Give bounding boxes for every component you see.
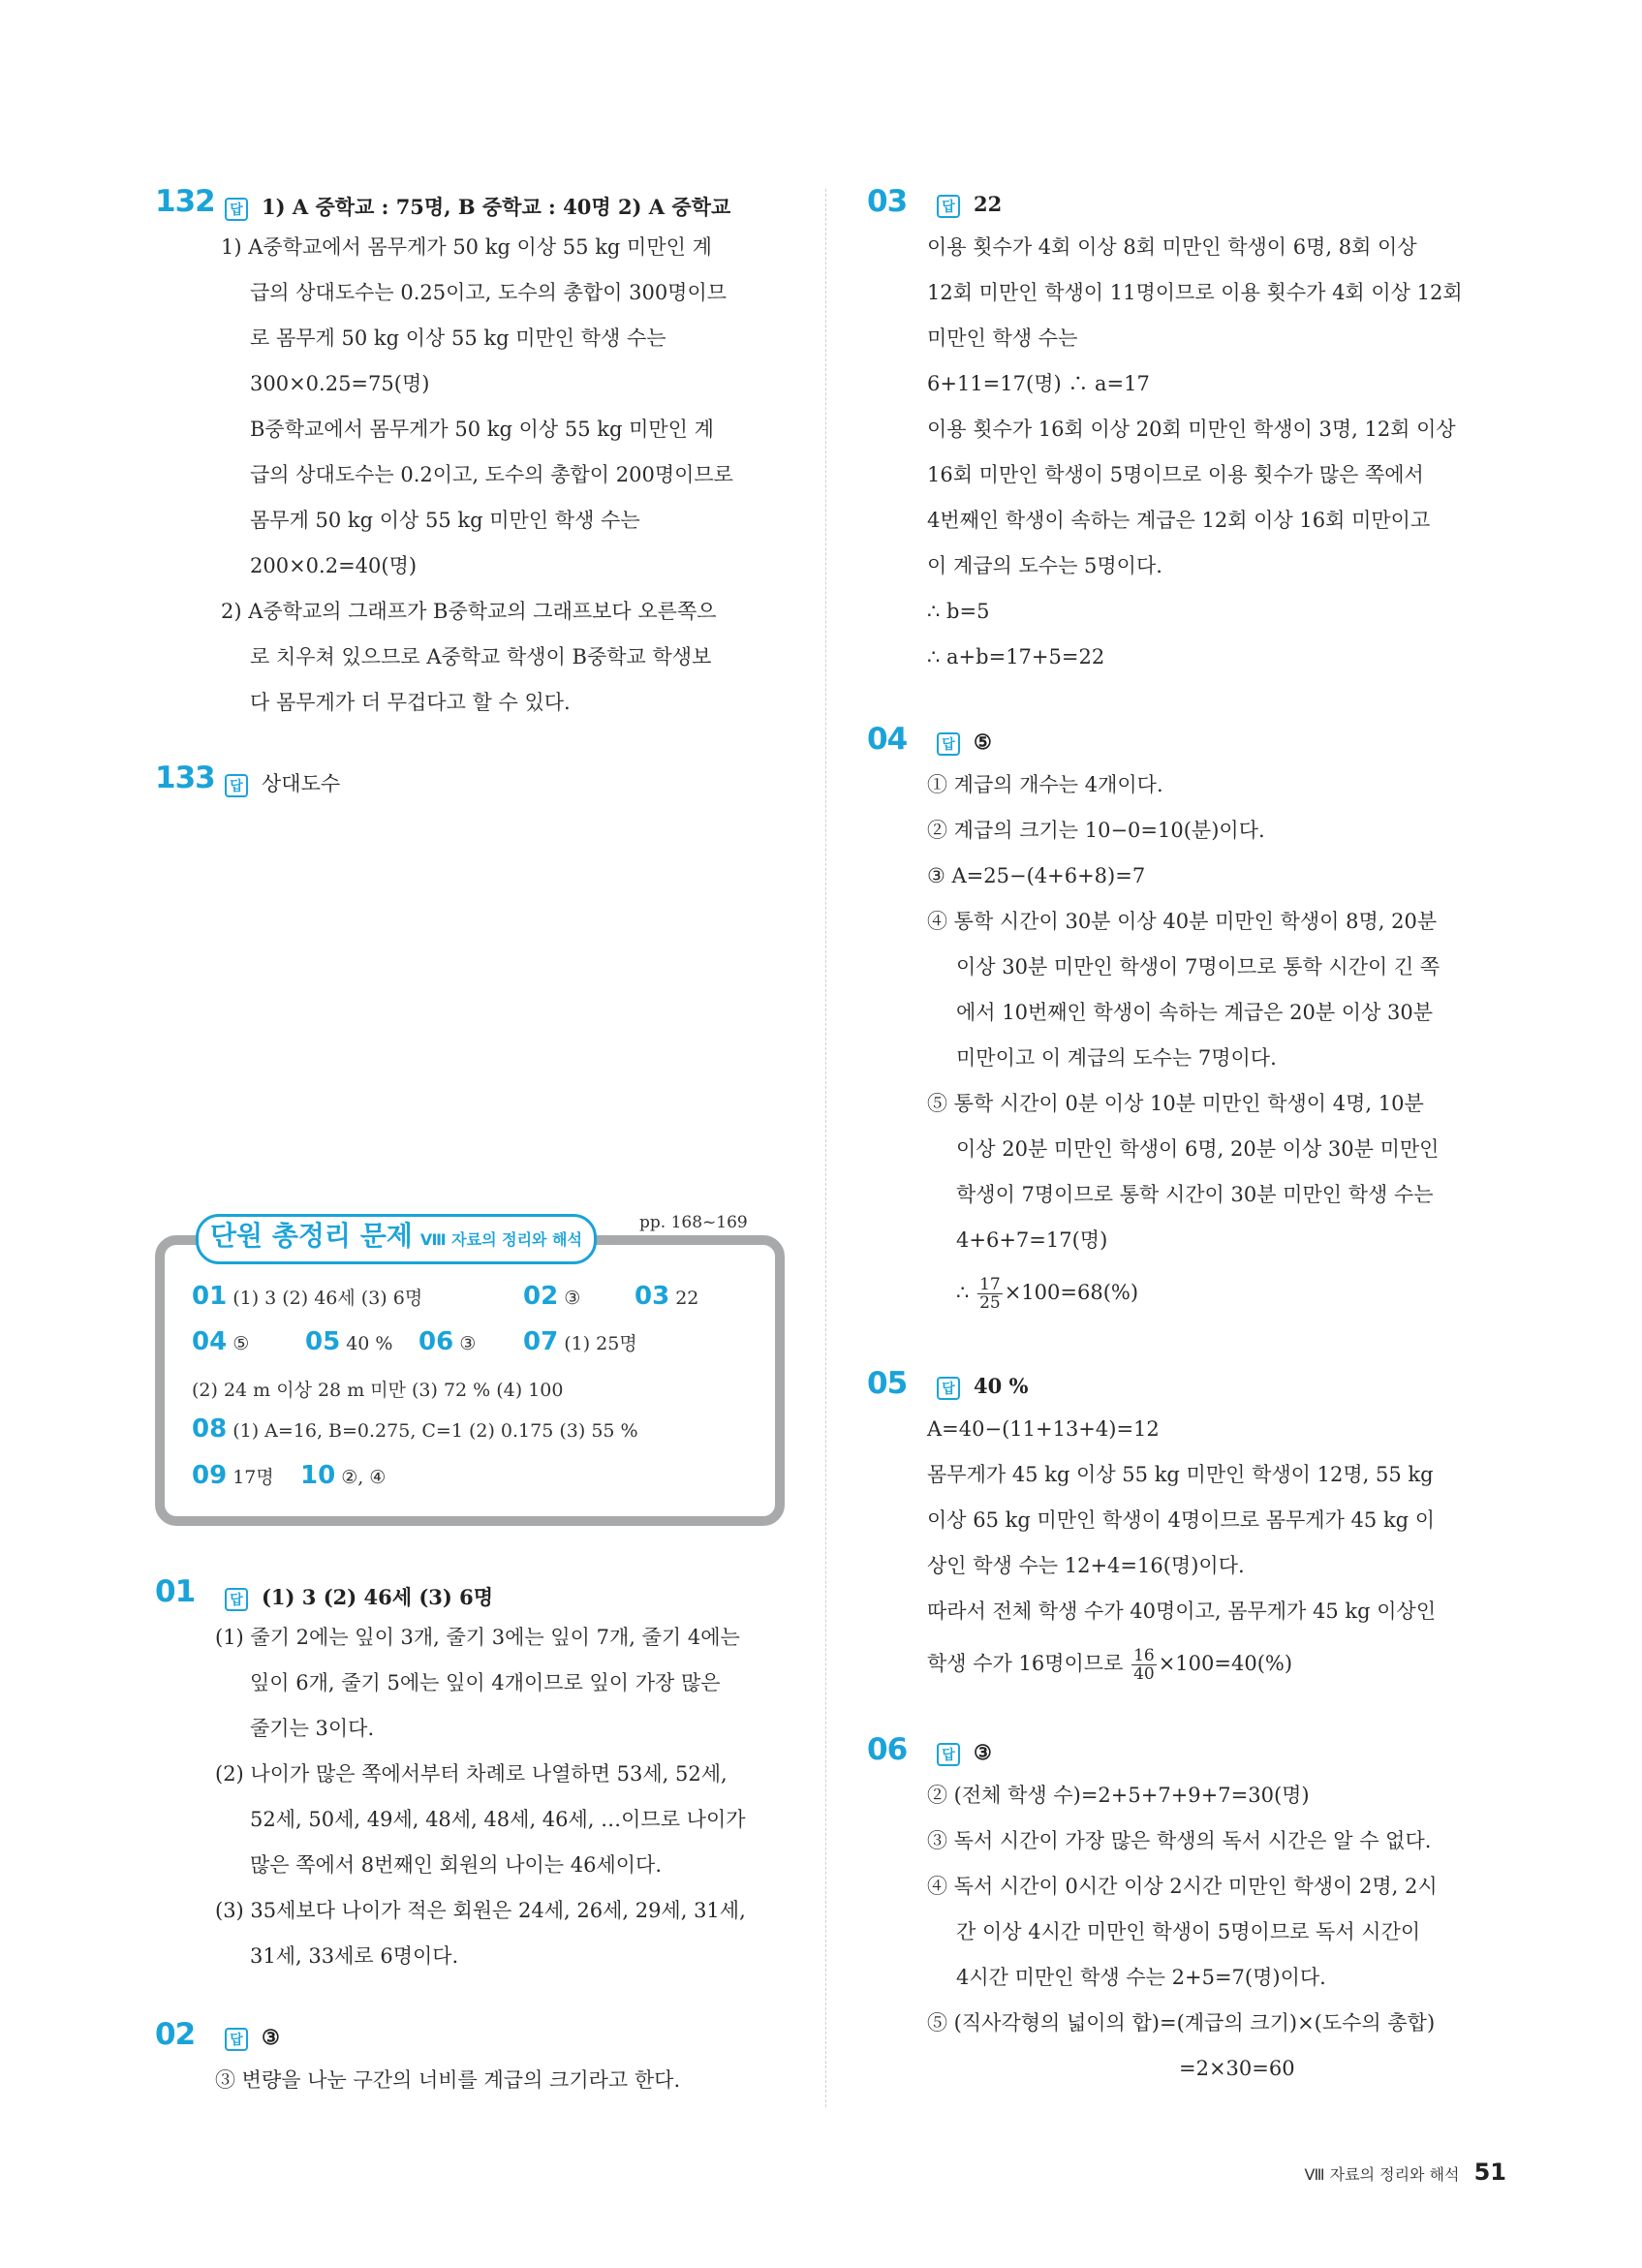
problem-number: 133 [155,761,215,795]
answer-text: 22 [974,192,1003,216]
answer-tag-icon: 답 [225,774,248,797]
solution-line: 이상 65 kg 미만인 학생이 4명이므로 몸무게가 45 kg 이 [927,1508,1436,1532]
summary-answer: ⑤ [232,1333,250,1354]
summary-item [192,1282,422,1311]
answer-line [225,1582,493,1611]
summary-item [192,1461,274,1490]
answer-tag-icon: 답 [937,1743,960,1766]
solution-line: 로 몸무게 50 kg 이상 55 kg 미만인 학생 수는 [250,326,666,350]
solution-line: 급의 상대도수는 0.25이고, 도수의 총합이 300명이므 [250,281,728,304]
summary-answer: ②, ④ [341,1467,387,1488]
summary-answer: 40 % [346,1333,393,1354]
summary-answer: ③ [459,1333,477,1354]
summary-title-text: 단원 총정리 문제 [210,1220,413,1252]
answer-text: 40 % [974,1374,1029,1398]
summary-answer: (1) 25명 [564,1333,637,1354]
answer-tag-icon: 답 [225,1588,248,1611]
solution-line: 이상 20분 미만인 학생이 6명, 20분 이상 30분 미만인 [956,1137,1440,1161]
summary-answer: (1) 3 (2) 46세 (3) 6명 [232,1288,423,1309]
solution-line: 52세, 50세, 49세, 48세, 48세, 46세, …이므로 나이가 [250,1808,746,1831]
problem-number: 03 [867,184,908,219]
solution-line: 학생이 7명이므로 통학 시간이 30분 미만인 학생 수는 [956,1183,1434,1206]
fraction-denominator: 25 [979,1293,1001,1313]
solution-line: 200×0.2=40(명) [250,554,418,577]
summary-item [300,1461,386,1490]
answer-tag-icon: 답 [937,1377,960,1400]
solution-line: ① 계급의 개수는 4개이다. [927,773,1163,796]
summary-item [305,1327,392,1356]
solution-fraction-line [927,1642,1292,1685]
solution-line: 로 치우쳐 있으므로 A중학교 학생이 B중학교 학생보 [250,645,712,668]
answer-line [225,768,340,797]
solution-line: 미만이고 이 계급의 도수는 7명이다. [956,1046,1277,1070]
summary-answer: 17명 [232,1467,274,1488]
answer-line [937,730,992,756]
answer-line [937,192,1002,218]
answer-text: ⑤ [974,730,992,754]
answer-text: ③ [262,2025,280,2049]
solution-line: ② (전체 학생 수)=2+5+7+9+7=30(명) [927,1784,1310,1807]
answer-tag-icon: 답 [225,2028,248,2051]
page-number: 51 [1473,2159,1506,2186]
summary-answer: 22 [675,1288,699,1309]
summary-answer: (1) A=16, B=0.275, C=1 (2) 0.175 (3) 55 % [232,1420,638,1442]
solution-line: 급의 상대도수는 0.2이고, 도수의 총합이 200명이므로 [250,463,733,486]
solution-line: 16회 미만인 학생이 5명이므로 이용 횟수가 많은 쪽에서 [927,463,1424,486]
solution-line: ∴ a+b=17+5=22 [927,645,1105,668]
summary-pages: pp. 168~169 [639,1213,748,1232]
summary-item [192,1414,638,1444]
solution-line: 잎이 6개, 줄기 5에는 잎이 4개이므로 잎이 가장 많은 [250,1671,721,1694]
solution-line: 300×0.25=75(명) [250,372,430,395]
solution-line: 이상 30분 미만인 학생이 7명이므로 통학 시간이 긴 쪽 [956,955,1441,979]
solution-line: ③ A=25−(4+6+8)=7 [927,864,1146,887]
solution-line: 따라서 전체 학생 수가 40명이고, 몸무게가 45 kg 이상인 [927,1600,1437,1623]
summary-number: 03 [635,1282,670,1311]
problem-number: 132 [155,184,215,219]
solution-line: 6+11=17(명) ∴ a=17 [927,372,1150,395]
summary-item [523,1327,637,1356]
fraction-numerator: 16 [1133,1646,1155,1665]
solution-line: 에서 10번째인 학생이 속하는 계급은 20분 이상 30분 [956,1001,1434,1024]
fraction-prefix: ∴ [956,1281,970,1304]
solution-line: ③ 변량을 나눈 구간의 너비를 계급의 크기라고 한다. [215,2068,681,2092]
solution-line: ⑤ 통학 시간이 0분 이상 10분 미만인 학생이 4명, 10분 [927,1092,1424,1115]
answer-text: ③ [974,1740,992,1764]
solution-line: 많은 쪽에서 8번째인 회원의 나이는 46세이다. [250,1853,662,1877]
summary-number: 09 [192,1461,228,1490]
solution-line: 이용 횟수가 4회 이상 8회 미만인 학생이 6명, 8회 이상 [927,235,1417,259]
summary-number: 01 [192,1282,228,1311]
fraction-suffix: ×100=68(%) [1004,1281,1139,1304]
problem-number: 02 [155,2017,196,2052]
solution-line: 31세, 33세로 6명이다. [250,1944,459,1968]
solution-line: ④ 통학 시간이 30분 이상 40분 미만인 학생이 8명, 20분 [927,910,1438,933]
solution-line: (1) 줄기 2에는 잎이 3개, 줄기 3에는 잎이 7개, 줄기 4에는 [215,1626,740,1649]
summary-item [192,1327,249,1356]
solution-line: =2×30=60 [1179,2057,1295,2080]
solution-fraction-line [956,1271,1138,1314]
problem-number: 06 [867,1732,908,1767]
summary-number: 02 [523,1282,559,1311]
solution-line: 다 몸무게가 더 무겁다고 할 수 있다. [250,691,571,714]
solution-line: 간 이상 4시간 미만인 학생이 5명이므로 독서 시간이 [956,1920,1421,1943]
answer-line [937,1374,1029,1400]
summary-item [418,1327,476,1356]
solution-line: 미만인 학생 수는 [927,326,1078,350]
solution-line: B중학교에서 몸무게가 50 kg 이상 55 kg 미만인 계 [250,418,714,441]
fraction [1131,1647,1157,1683]
solution-line: 4시간 미만인 학생 수는 2+5=7(명)이다. [956,1966,1326,1989]
solution-line: 2) A중학교의 그래프가 B중학교의 그래프보다 오른쪽으 [221,600,717,623]
solution-line: 이용 횟수가 16회 이상 20회 미만인 학생이 3명, 12회 이상 [927,418,1456,441]
solution-line: (3) 35세보다 나이가 적은 회원은 24세, 26세, 29세, 31세, [215,1899,746,1922]
solution-line: ③ 독서 시간이 가장 많은 학생의 독서 시간은 알 수 없다. [927,1829,1432,1852]
fraction-numerator: 17 [979,1275,1001,1294]
summary-number: 06 [418,1327,454,1356]
solution-line: 몸무게 50 kg 이상 55 kg 미만인 학생 수는 [250,509,640,532]
summary-answer: ③ [564,1288,581,1309]
summary-number: 04 [192,1327,228,1356]
summary-item [192,1376,563,1402]
summary-item [523,1282,580,1311]
answer-tag-icon: 답 [937,732,960,756]
solution-line: 4+6+7=17(명) [956,1228,1108,1252]
solution-line: 1) A중학교에서 몸무게가 50 kg 이상 55 kg 미만인 계 [221,235,712,259]
solution-line: A=40−(11+13+4)=12 [927,1417,1160,1441]
column-divider [825,189,826,2107]
answer-line [225,2025,280,2051]
problem-number: 04 [867,722,908,757]
solution-line: ④ 독서 시간이 0시간 이상 2시간 미만인 학생이 2명, 2시 [927,1875,1438,1898]
answer-tag-icon: 답 [225,198,248,221]
answer-line [937,1740,992,1766]
fraction [977,1276,1003,1312]
solution-line: 상인 학생 수는 12+4=16(명)이다. [927,1554,1245,1577]
solution-line: ② 계급의 크기는 10−0=10(분)이다. [927,819,1265,842]
solution-line: 몸무게가 45 kg 이상 55 kg 미만인 학생이 12명, 55 kg [927,1463,1434,1486]
summary-number: 05 [305,1327,341,1356]
problem-number: 05 [867,1366,908,1401]
answer-text: 1) A 중학교 : 75명, B 중학교 : 40명 2) A 중학교 [262,195,731,219]
answer-text: (1) 3 (2) 46세 (3) 6명 [262,1585,494,1609]
solution-line: ∴ b=5 [927,600,990,623]
answer-line [225,192,730,221]
answer-text: 상대도수 [262,772,341,795]
summary-number: 10 [300,1461,336,1490]
summary-answer: (2) 24 m 이상 28 m 미만 (3) 72 % (4) 100 [192,1380,564,1401]
solution-line: 12회 미만인 학생이 11명이므로 이용 횟수가 4회 이상 12회 [927,281,1463,304]
summary-number: 08 [192,1414,228,1444]
solution-line: 이 계급의 도수는 5명이다. [927,554,1162,577]
solution-line: 줄기는 3이다. [250,1717,375,1740]
answer-tag-icon: 답 [937,195,960,218]
footer-section: Ⅷ 자료의 정리와 해석 [1304,2165,1460,2184]
fraction-prefix: 학생 수가 16명이므로 [927,1652,1124,1675]
solution-line: ⑤ (직사각형의 넓이의 합)=(계급의 크기)×(도수의 총합) [927,2011,1436,2035]
fraction-suffix: ×100=40(%) [1158,1652,1293,1675]
fraction-denominator: 40 [1133,1664,1155,1684]
page-footer [1305,2159,1506,2186]
summary-item [635,1282,698,1311]
summary-title [196,1214,597,1264]
summary-number: 07 [523,1327,559,1356]
solution-line: 4번째인 학생이 속하는 계급은 12회 이상 16회 미만이고 [927,509,1431,532]
solution-line: (2) 나이가 많은 쪽에서부터 차례로 나열하면 53세, 52세, [215,1762,728,1786]
problem-number: 01 [155,1574,196,1609]
summary-subtitle: Ⅷ 자료의 정리와 해석 [419,1230,582,1249]
